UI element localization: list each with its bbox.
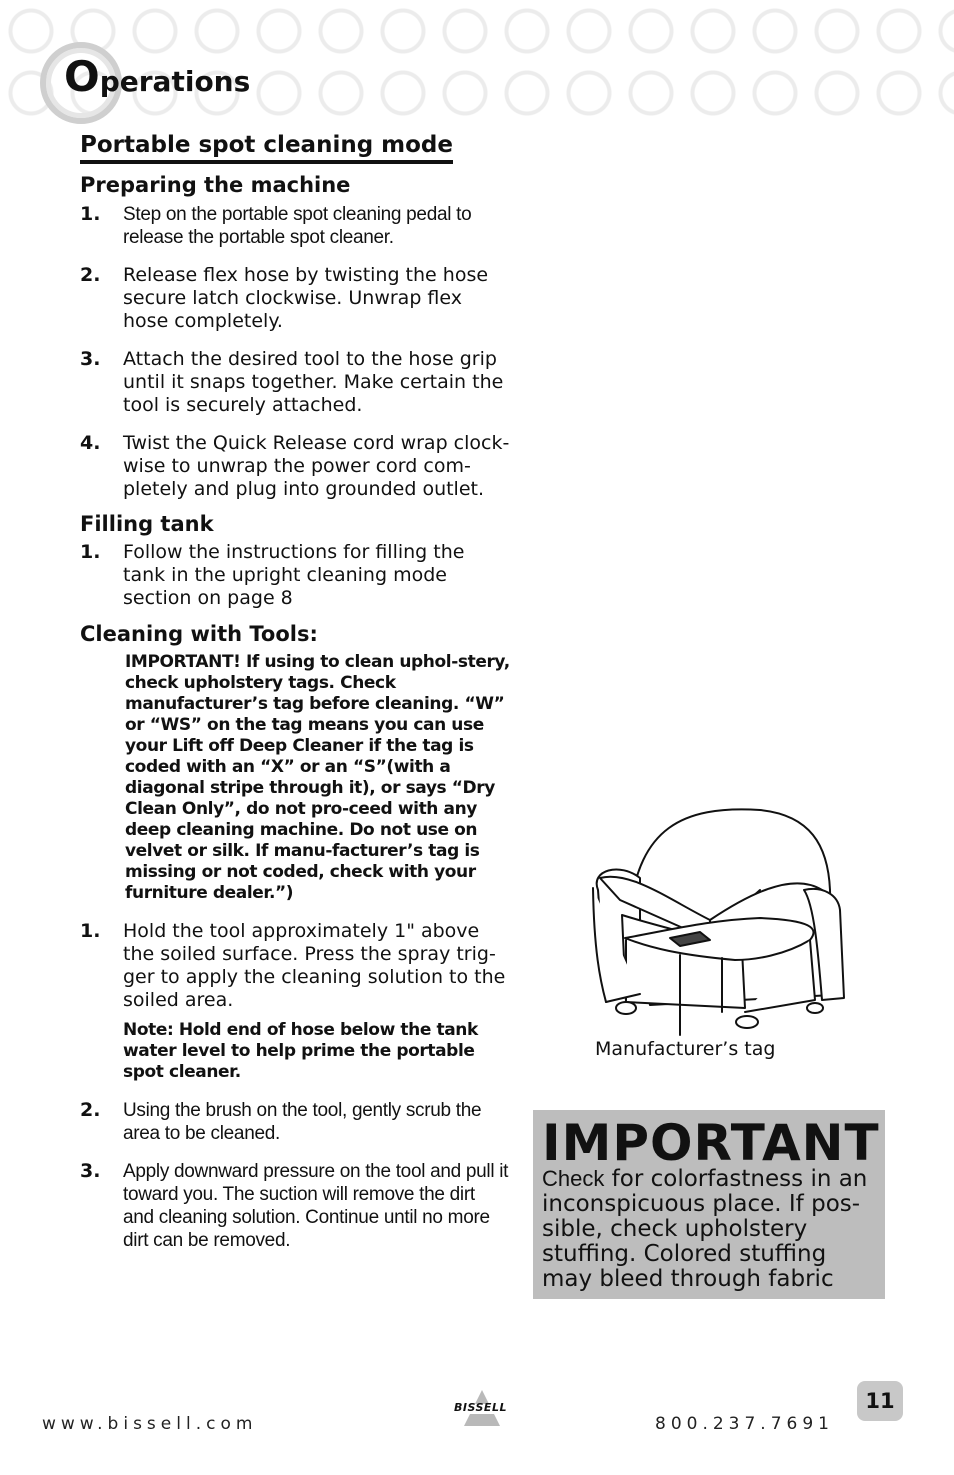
step-text: Apply downward pressure on the tool and pull it toward you. The suction will remove the dirt and cleaning solution. Continue until no more dirt can be removed. (123, 1161, 509, 1251)
important-text (542, 1166, 882, 1292)
cleaning-step-3 (80, 1160, 510, 1252)
important-body: for colorfastness in an inconspicuous place. If pos-sible, check upholstery stuffing. Colored stuffing may bleed through fabric (542, 1166, 868, 1292)
footer-url: www.bissell.com (42, 1414, 258, 1434)
preparing-step-4 (80, 432, 510, 501)
step-number: 3. (80, 1160, 101, 1182)
footer-phone: 800.237.7691 (655, 1414, 834, 1434)
step-number: 1. (80, 203, 101, 225)
step-text: Using the brush on the tool, gently scrub the area to be cleaned. (123, 1100, 482, 1144)
preparing-step-1 (80, 203, 510, 249)
step-number: 4. (80, 432, 101, 454)
preparing-step-2 (80, 264, 510, 333)
page-heading: Portable spot cleaning mode (80, 132, 453, 164)
step-number: 2. (80, 264, 101, 286)
armchair-figure (560, 790, 880, 1070)
filling-heading: Filling tank (80, 512, 214, 536)
section-title-rest: perations (99, 65, 251, 98)
step-number: 3. (80, 348, 101, 370)
step-number: 2. (80, 1099, 101, 1121)
step-text: Release flex hose by twisting the hose secure latch clockwise. Unwrap flex hose completely. (123, 264, 489, 332)
step-text: Attach the desired tool to the hose grip until it snaps together. Make certain the tool is securely attached. (123, 348, 504, 416)
page-number: 11 (857, 1381, 903, 1421)
important-title: IMPORTANT (542, 1114, 880, 1172)
step-number: 1. (80, 920, 101, 942)
cleaning-step-2 (80, 1099, 510, 1145)
main-column (80, 132, 510, 1252)
important-lead: Check (542, 1166, 605, 1191)
step-text: Hold the tool approximately 1" above the soiled surface. Press the spray trig-ger to apply the cleaning solution to the soiled area. (123, 920, 506, 1011)
step-text: Twist the Quick Release cord wrap clock-wise to unwrap the power cord com-pletely and plug into grounded outlet. (123, 432, 510, 500)
preparing-step-3 (80, 348, 510, 417)
filling-step-1 (80, 541, 510, 610)
cleaning-step-1 (80, 920, 510, 1012)
preparing-heading: Preparing the machine (80, 173, 351, 197)
armchair-illustration (560, 790, 880, 1070)
step-text: Follow the instructions for filling the tank in the upright cleaning mode section on page 8 (123, 541, 465, 609)
figure-caption: Manufacturer’s tag (595, 1038, 776, 1060)
hose-note: Note: Hold end of hose below the tank water level to help prime the portable spot cleaner. (123, 1020, 478, 1082)
section-title (64, 52, 250, 101)
logo-text: BISSELL (454, 1401, 507, 1414)
step-number: 1. (80, 541, 101, 563)
upholstery-warning: IMPORTANT! If using to clean uphol-stery, check upholstery tags. Check manufacturer’s tag before cleaning. “W” or “WS” on the tag means you can use your Lift off Deep Cleaner if the tag is coded with an “X” or an “S”(with a diagonal stripe through it), or says “Dry Clean Only”, do not pro-ceed with any deep cleaning machine. Do not use on velvet or silk. If manu-facturer’s tag is missing or not coded, check with your furniture dealer.”) (125, 652, 510, 903)
section-title-initial: O (64, 52, 100, 101)
important-callout (533, 1110, 885, 1299)
bissell-logo (450, 1388, 514, 1432)
step-text: Step on the portable spot cleaning pedal to release the portable spot cleaner. (123, 204, 472, 248)
cleaning-heading: Cleaning with Tools: (80, 622, 318, 646)
